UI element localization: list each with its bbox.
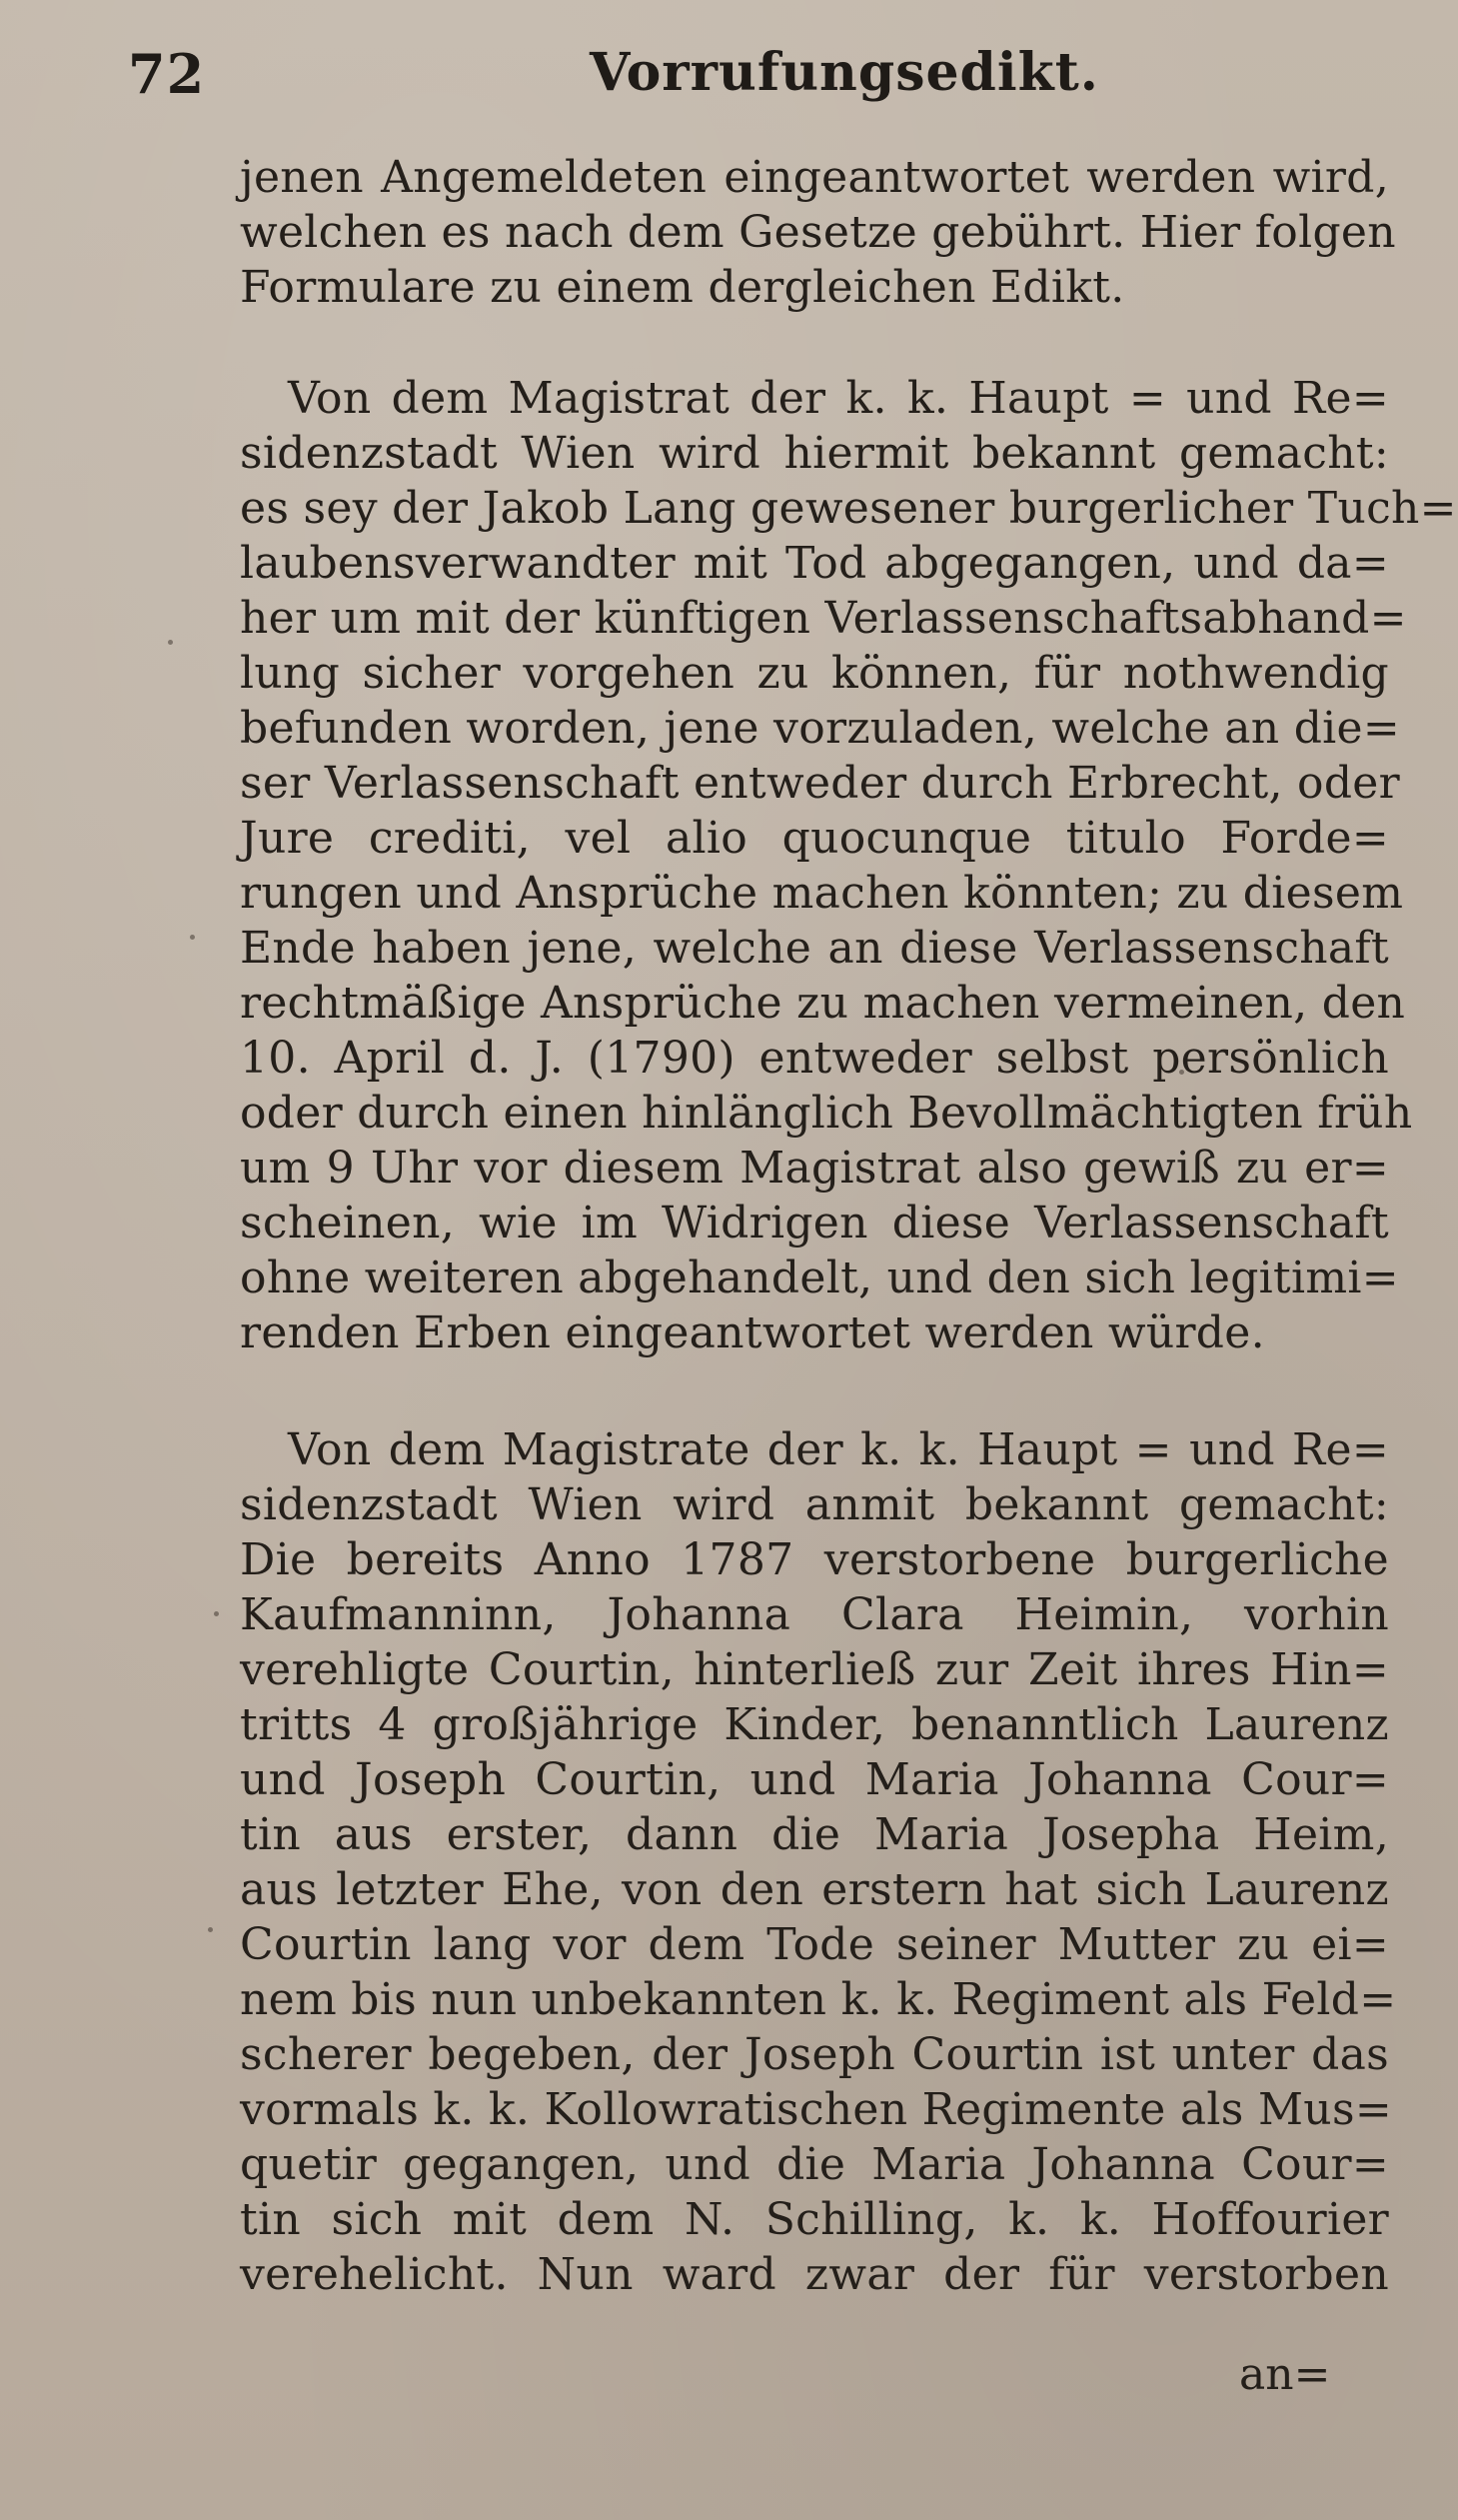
text-line: nem bis nun unbekannten k. k. Regiment als Feld=: [240, 1974, 1397, 2025]
paragraph-intro-continuation: [240, 150, 1396, 315]
text-line: sidenzstadt Wien wird anmit bekannt gemacht:: [240, 1479, 1389, 1530]
text-line: befunden worden, jene vorzuladen, welche an die=: [240, 703, 1401, 754]
body-text: [240, 150, 1457, 2302]
text-line: tin sich mit dem N. Schilling, k. k. Hoffourier: [240, 2194, 1389, 2245]
text-line: sidenzstadt Wien wird hiermit bekannt gemacht:: [240, 428, 1389, 479]
text-line: laubensverwandter mit Tod abgegangen, und da=: [240, 538, 1389, 589]
text-line: rechtmäßige Ansprüche zu machen vermeinen, den: [240, 978, 1406, 1029]
text-line: renden Erben eingeantwortet werden würde.: [240, 1307, 1265, 1358]
text-line: verehligte Courtin, hinterließ zur Zeit ihres Hin=: [240, 1644, 1389, 1695]
text-line: tin aus erster, dann die Maria Josepha Heim,: [240, 1809, 1389, 1860]
text-line: vormals k. k. Kollowratischen Regimente als Mus=: [240, 2084, 1392, 2135]
catchword: an=: [1239, 2349, 1331, 2400]
text-line: lung sicher vorgehen zu können, für nothwendig: [240, 648, 1389, 699]
text-line: Jure crediti, vel alio quocunque titulo Forde=: [240, 813, 1389, 864]
text-line: scheinen, wie im Widrigen diese Verlassenschaft: [240, 1198, 1389, 1249]
paragraph-gap: [240, 315, 1389, 371]
text-line: scherer begeben, der Joseph Courtin ist unter das: [240, 2029, 1389, 2080]
paper-speck: [214, 1611, 219, 1616]
paper-speck: [168, 640, 173, 645]
text-line: jenen Angemeldeten eingeantwortet werden wird,: [240, 152, 1389, 203]
text-line: 10. April d. J. (1790) entweder selbst persönlich: [240, 1033, 1389, 1084]
paragraph-edict-lang: [240, 371, 1457, 1360]
text-line: Von dem Magistrat der k. k. Haupt = und Re=: [288, 373, 1389, 424]
text-line: Formulare zu einem dergleichen Edikt.: [240, 262, 1125, 313]
text-line: rungen und Ansprüche machen könnten; zu diesem: [240, 868, 1404, 919]
text-line: es sey der Jakob Lang gewesener burgerlicher Tuch=: [240, 483, 1457, 534]
paper-speck: [190, 935, 195, 940]
text-line: ohne weiteren abgehandelt, und den sich legitimi=: [240, 1253, 1399, 1303]
paper-speck: [1179, 1070, 1184, 1075]
text-line: Ende haben jene, welche an diese Verlassenschaft: [240, 923, 1389, 974]
text-line: welchen es nach dem Gesetze gebührt. Hier folgen: [240, 207, 1396, 258]
page-header: [0, 38, 1458, 128]
text-line: quetir gegangen, und die Maria Johanna Cour=: [240, 2139, 1389, 2190]
text-line: Kaufmanninn, Johanna Clara Heimin, vorhin: [240, 1589, 1389, 1640]
paper-speck: [208, 1927, 213, 1932]
text-line: Die bereits Anno 1787 verstorbene burgerliche: [240, 1534, 1389, 1585]
text-line: oder durch einen hinlänglich Bevollmächtigten früh: [240, 1088, 1413, 1139]
text-line: und Joseph Courtin, und Maria Johanna Cour=: [240, 1754, 1389, 1805]
paragraph-gap: [240, 1360, 1389, 1422]
text-line: her um mit der künftigen Verlassenschaftsabhand=: [240, 593, 1407, 644]
paragraph-edict-courtin: [240, 1422, 1397, 2302]
text-line: ser Verlassenschaft entweder durch Erbrecht, oder: [240, 758, 1400, 809]
text-line: verehelicht. Nun ward zwar der für verstorben: [240, 2249, 1389, 2300]
page-number: 72: [128, 42, 206, 106]
text-line: aus letzter Ehe, von den erstern hat sich Laurenz: [240, 1864, 1389, 1915]
text-line: tritts 4 großjährige Kinder, benanntlich Laurenz: [240, 1699, 1389, 1750]
text-line: Von dem Magistrate der k. k. Haupt = und Re=: [288, 1424, 1389, 1475]
text-line: Courtin lang vor dem Tode seiner Mutter zu ei=: [240, 1919, 1389, 1970]
running-title: Vorrufungsedikt.: [590, 42, 1099, 103]
text-line: um 9 Uhr vor diesem Magistrat also gewiß zu er=: [240, 1143, 1389, 1194]
